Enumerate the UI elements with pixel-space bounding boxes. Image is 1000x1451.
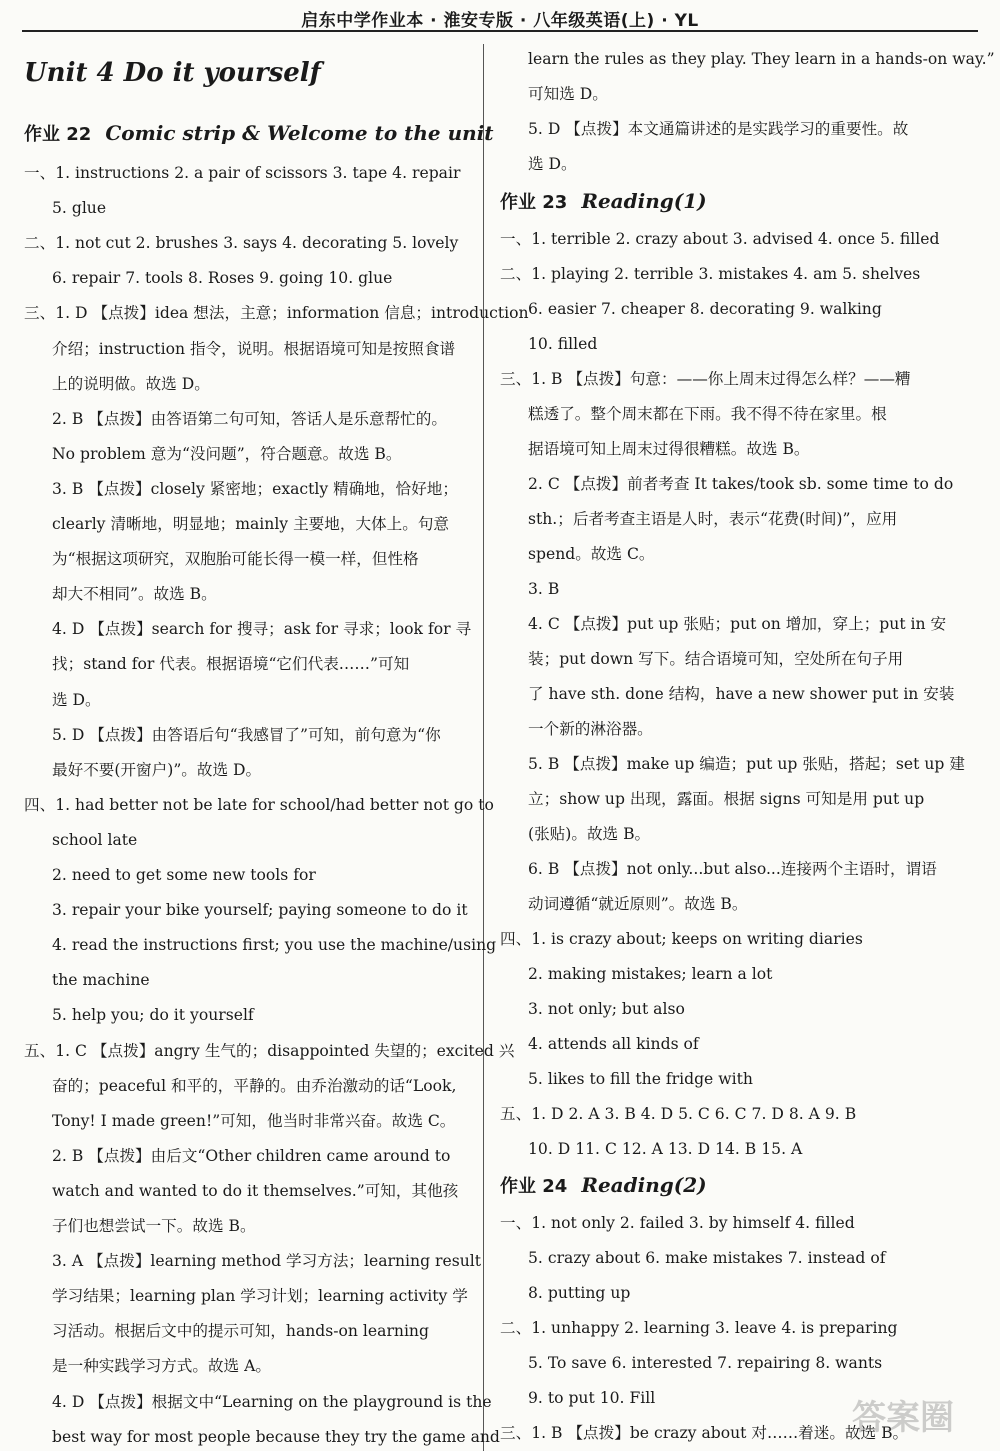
- answer-line: 4. C 【点拨】put up 张贴；put on 增加，穿上；put in 安: [528, 615, 947, 633]
- answer-line: clearly 清晰地，明显地；mainly 主要地，大体上。句意: [52, 515, 450, 533]
- answer-line: 是一种实践学习方式。故选 A。: [52, 1357, 271, 1376]
- answer-line: 二、1. not cut 2. brushes 3. says 4. decorating 5. lovely: [24, 234, 459, 253]
- answer-line: 10. filled: [528, 335, 598, 353]
- answer-line: 一、1. instructions 2. a pair of scissors 3. tape 4. repair: [24, 164, 461, 182]
- answer-line: No problem 意为“没问题”，符合题意。故选 B。: [52, 444, 402, 463]
- answer-line: spend。故选 C。: [528, 545, 655, 563]
- answer-line: 5. D 【点拨】本文通篇讲述的是实践学习的重要性。故: [528, 120, 909, 138]
- answer-line: 子们也想尝试一下。故选 B。: [52, 1217, 256, 1235]
- answer-line: 三、1. B 【点拨】句意：——你上周末过得怎么样？——糟: [500, 370, 911, 388]
- answer-line: 5. D 【点拨】由答语后句“我感冒了”可知，前句意为“你: [52, 725, 441, 744]
- answer-line: 二、1. unhappy 2. learning 3. leave 4. is preparing: [500, 1319, 898, 1337]
- answer-line: 学习结果；learning plan 学习计划；learning activity 学: [52, 1287, 468, 1306]
- answer-line: the machine: [52, 971, 150, 990]
- answer-line: 四、1. had better not be late for school/had better not go to: [24, 795, 494, 814]
- answer-line: 二、1. playing 2. terrible 3. mistakes 4. am 5. shelves: [500, 265, 921, 283]
- answer-line: 9. to put 10. Fill: [528, 1389, 656, 1407]
- column-divider: [483, 44, 484, 1451]
- answer-line: 四、1. is crazy about; keeps on writing diaries: [500, 930, 863, 948]
- answer-line: 3. B 【点拨】closely 紧密地；exactly 精确地，恰好地；: [52, 479, 458, 498]
- answer-line: 3. repair your bike yourself; paying someone to do it: [52, 901, 468, 920]
- answer-line: (张贴)。故选 B。: [528, 825, 651, 843]
- answer-line: 最好不要(开窗户)”。故选 D。: [52, 760, 262, 779]
- answer-line: 找；stand for 代表。根据语境“它们代表……”可知: [52, 655, 410, 674]
- answer-line: Tony! I made green!”可知，他当时非常兴奋。故选 C。: [52, 1111, 456, 1130]
- answer-line: 2. B 【点拨】由后文“Other children came around to: [52, 1146, 451, 1165]
- answer-line: 4. read the instructions first; you use the machine/using: [52, 936, 497, 955]
- answer-line: 一、1. not only 2. failed 3. by himself 4. filled: [500, 1214, 855, 1232]
- section-23-title: Reading(1): [581, 189, 707, 213]
- unit-title: Unit 4 Do it yourself: [24, 58, 321, 88]
- section-24-title: Reading(2): [581, 1173, 707, 1197]
- answer-line: 选 D。: [52, 690, 101, 709]
- answer-line: 习活动。根据后文中的提示可知，hands-on learning: [52, 1322, 429, 1341]
- answer-line: 五、1. D 2. A 3. B 4. D 5. C 6. C 7. D 8. A 9. B: [500, 1105, 857, 1123]
- header-rule: [22, 30, 978, 32]
- answer-line: 动词遵循“就近原则”。故选 B。: [528, 895, 748, 913]
- answer-line: 2. B 【点拨】由答语第二句可知，答话人是乐意帮忙的。: [52, 409, 447, 428]
- answer-line: 可知选 D。: [528, 85, 608, 103]
- answer-line: 三、1. B 【点拨】be crazy about 对……着迷。故选 B。: [500, 1424, 909, 1442]
- answer-line: 上的说明做。故选 D。: [52, 374, 210, 393]
- answer-line: 据语境可知上周末过得很糟糕。故选 B。: [528, 440, 810, 458]
- answer-line: 5. B 【点拨】make up 编造；put up 张贴，搭起；set up 建: [528, 755, 965, 773]
- answer-line: 2. need to get some new tools for: [52, 866, 316, 884]
- section-24-prefix: 作业 24: [500, 1176, 568, 1197]
- answer-line: best way for most people because they try the game and: [52, 1427, 500, 1446]
- answer-line: 3. B: [528, 580, 560, 598]
- answer-line: 5. glue: [52, 199, 107, 218]
- section-22-title: Comic strip & Welcome to the unit: [105, 121, 494, 145]
- answer-line: 3. not only; but also: [528, 1000, 685, 1018]
- answer-line: 6. easier 7. cheaper 8. decorating 9. walking: [528, 300, 882, 318]
- answer-line: 5. help you; do it yourself: [52, 1006, 254, 1025]
- answer-line: 为“根据这项研究，双胞胎可能长得一模一样，但性格: [52, 550, 419, 569]
- answer-line: 4. D 【点拨】search for 搜寻；ask for 寻求；look for 寻: [52, 620, 472, 639]
- answer-line: watch and wanted to do it themselves.”可知，其他孩: [52, 1181, 459, 1200]
- answer-line: 4. attends all kinds of: [528, 1035, 699, 1053]
- answer-line: 五、1. C 【点拨】angry 生气的；disappointed 失望的；excited 兴: [24, 1041, 515, 1060]
- answer-line: 2. making mistakes; learn a lot: [528, 965, 773, 983]
- answer-line: 5. To save 6. interested 7. repairing 8. wants: [528, 1354, 883, 1372]
- section-24-heading: [500, 1174, 707, 1198]
- section-23-heading: [500, 190, 707, 214]
- answer-line: learn the rules as they play. They learn in a hands-on way.”: [528, 50, 995, 68]
- answer-line: 5. crazy about 6. make mistakes 7. instead of: [528, 1249, 886, 1267]
- answer-line: 6. B 【点拨】not only...but also...连接两个主语时，谓语: [528, 860, 937, 878]
- answer-line: 10. D 11. C 12. A 13. D 14. B 15. A: [528, 1140, 803, 1158]
- answer-line: 立；show up 出现，露面。根据 signs 可知是用 put up: [528, 790, 925, 808]
- answer-line: 介绍；instruction 指令，说明。根据语境可知是按照食谱: [52, 339, 456, 358]
- answer-line: sth.；后者考查主语是人时，表示“花费(时间)”，应用: [528, 510, 898, 528]
- answer-line: 6. repair 7. tools 8. Roses 9. going 10. glue: [52, 269, 393, 288]
- answer-line: 3. A 【点拨】learning method 学习方法；learning result: [52, 1252, 481, 1271]
- answer-line: 奋的；peaceful 和平的，平静的。由乔治激动的话“Look,: [52, 1076, 457, 1095]
- page-header: [0, 0, 1000, 32]
- answer-line: 2. C 【点拨】前者考查 It takes/took sb. some time to do: [528, 475, 954, 493]
- answer-line: 一个新的淋浴器。: [528, 720, 653, 738]
- answer-line: 却大不相同”。故选 B。: [52, 585, 217, 604]
- answer-line: 选 D。: [528, 155, 577, 173]
- answer-line: 4. D 【点拨】根据文中“Learning on the playground is the: [52, 1392, 492, 1411]
- answer-line: 装；put down 写下。结合语境可知，空处所在句子用: [528, 650, 904, 668]
- answer-line: 了 have sth. done 结构，have a new shower put in 安装: [528, 685, 955, 703]
- section-22-prefix: 作业 22: [24, 124, 92, 145]
- header-title: 启东中学作业本 · 淮安专版 · 八年级英语(上) · YL: [301, 11, 699, 31]
- answer-line: school late: [52, 830, 138, 849]
- answer-line: 三、1. D 【点拨】idea 想法，主意；information 信息；introduction: [24, 304, 529, 323]
- answer-line: 一、1. terrible 2. crazy about 3. advised 4. once 5. filled: [500, 230, 940, 248]
- answer-line: 5. likes to fill the fridge with: [528, 1070, 753, 1088]
- section-22-heading: [24, 122, 494, 146]
- answer-line: 8. putting up: [528, 1284, 631, 1302]
- section-23-prefix: 作业 23: [500, 192, 568, 213]
- answer-line: 糕透了。整个周末都在下雨。我不得不待在家里。根: [528, 405, 887, 423]
- watermark-logo: 答案圈: [852, 1397, 954, 1438]
